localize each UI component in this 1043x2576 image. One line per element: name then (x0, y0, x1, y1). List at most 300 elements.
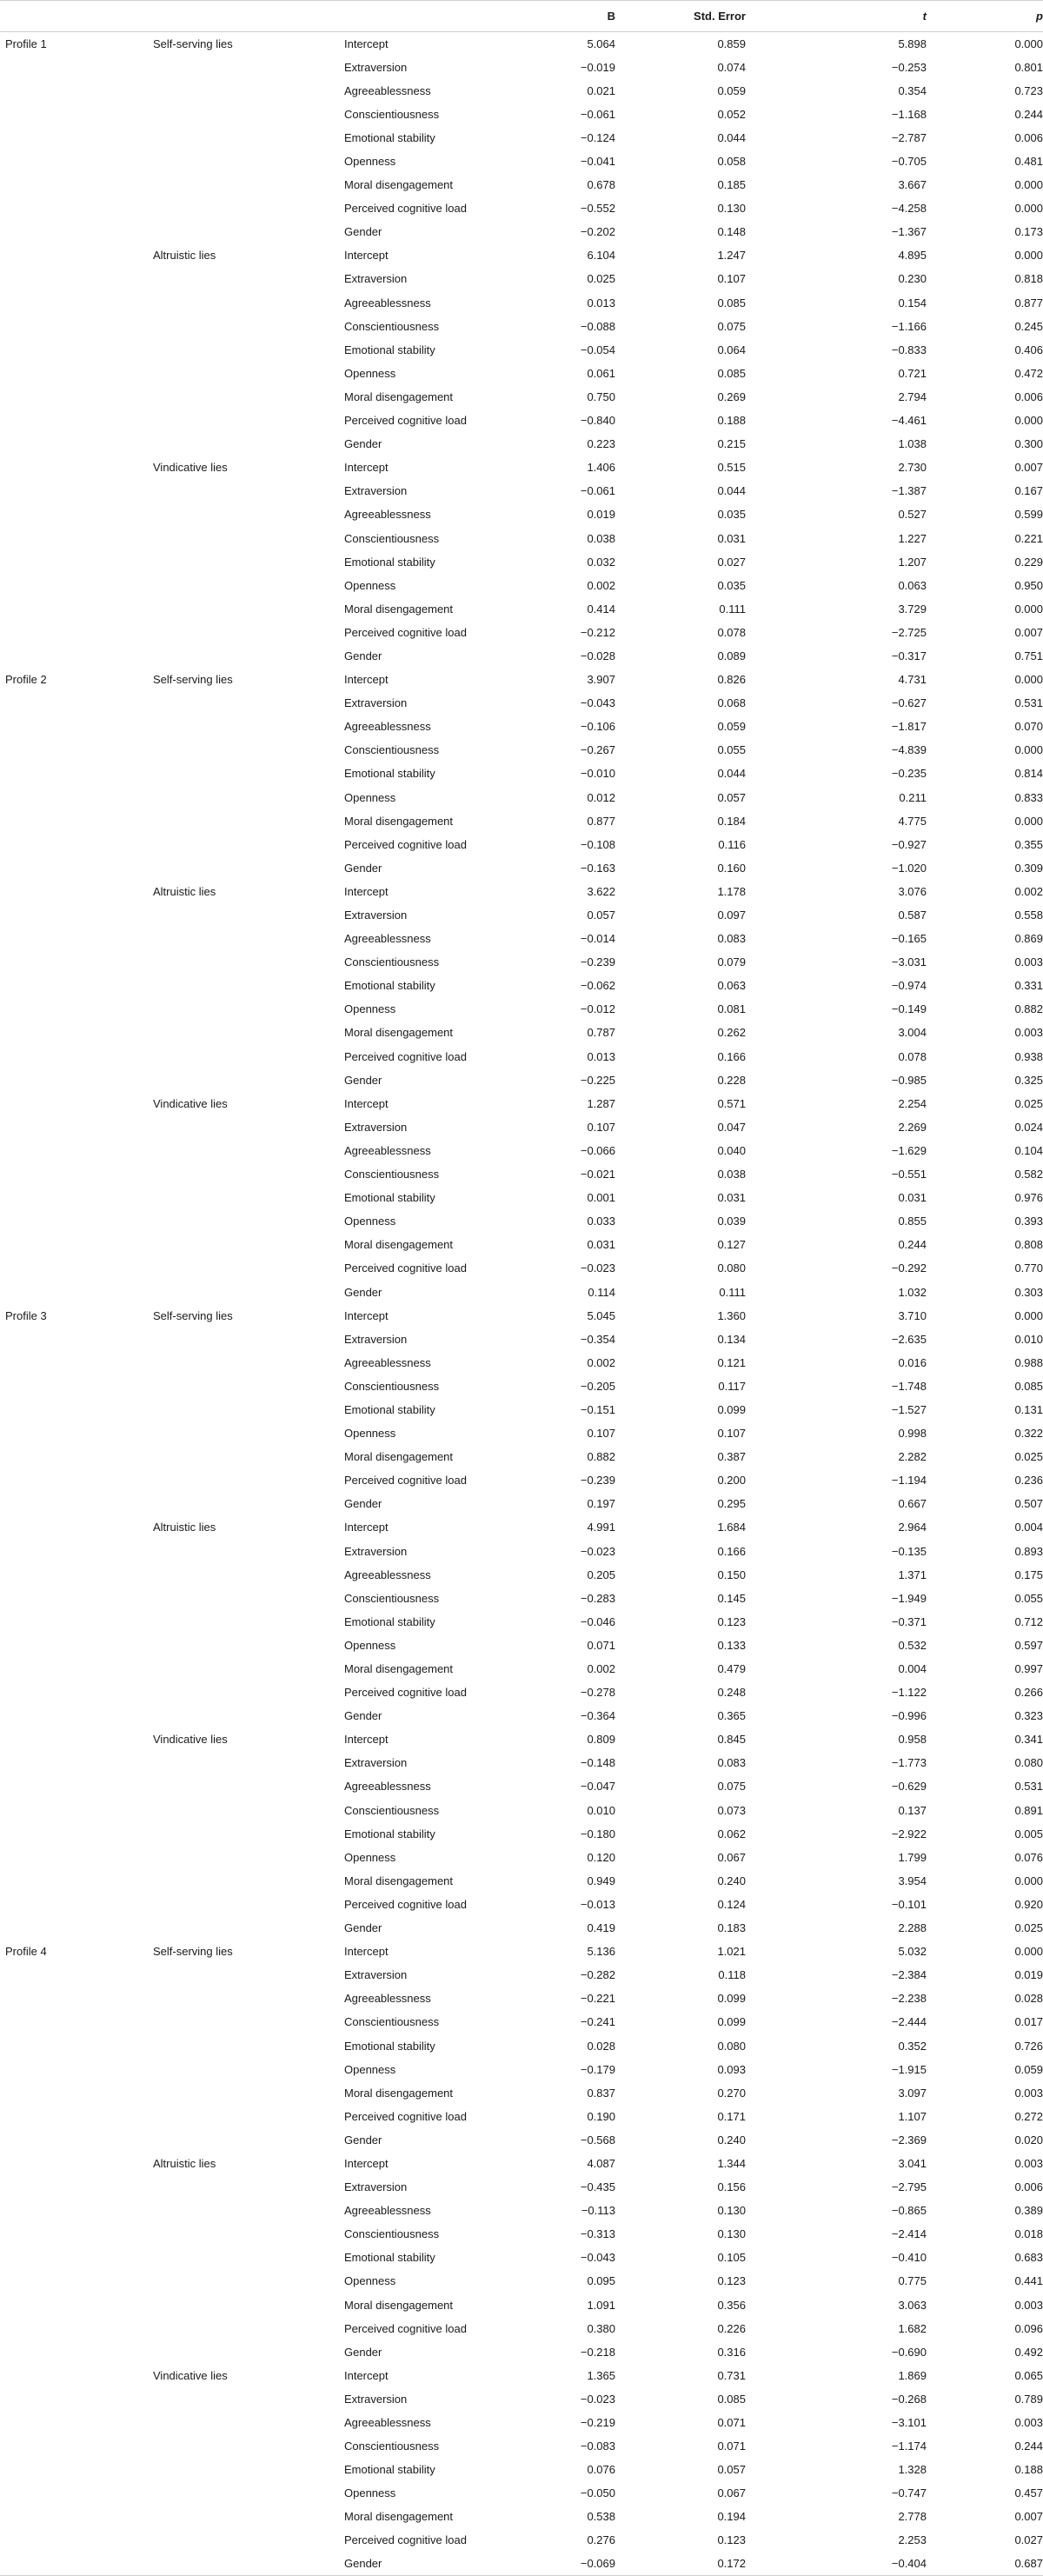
cell-lie-type (153, 432, 344, 456)
cell-profile (0, 173, 153, 196)
cell-t: 1.207 (898, 555, 927, 569)
cell-predictor: Conscientiousness (344, 2440, 440, 2453)
cell-std-error: 0.130 (717, 2204, 746, 2218)
cell-b: −0.180 (580, 1827, 615, 1840)
table-row (0, 126, 1043, 150)
cell-profile (0, 997, 153, 1021)
cell-profile (0, 1375, 153, 1398)
cell-profile (0, 2317, 153, 2340)
cell-profile (0, 1021, 153, 1044)
cell-lie-type (153, 927, 344, 950)
cell-b: −0.239 (580, 1474, 615, 1488)
cell-p: 0.877 (1014, 296, 1043, 310)
cell-std-error: 0.515 (717, 461, 746, 475)
cell-b: −0.239 (580, 955, 615, 969)
cell-t: −1.748 (891, 1379, 927, 1393)
table-row (0, 338, 1043, 362)
cell-b: 5.064 (587, 37, 615, 50)
cell-predictor: Emotional stability (344, 130, 435, 144)
cell-b: 0.114 (588, 1285, 615, 1299)
cell-predictor: Intercept (344, 1096, 389, 1110)
cell-lie-type: Self-serving lies (153, 1945, 233, 1959)
cell-p: 0.236 (1014, 1474, 1043, 1488)
cell-profile (0, 550, 153, 574)
cell-p: 0.893 (1014, 1544, 1043, 1558)
cell-b: 5.136 (587, 1945, 615, 1959)
cell-b: −0.014 (580, 932, 615, 946)
cell-std-error: 0.226 (717, 2321, 746, 2335)
cell-t: −1.915 (891, 2062, 927, 2076)
cell-std-error: 0.731 (717, 2368, 746, 2382)
table-row (0, 1186, 1043, 1209)
cell-std-error: 0.044 (717, 484, 746, 498)
cell-profile (0, 691, 153, 715)
cell-p: 0.000 (1014, 202, 1043, 216)
cell-b: 0.380 (587, 2321, 615, 2335)
cell-profile (0, 574, 153, 597)
cell-t: 3.729 (898, 602, 927, 616)
cell-profile (0, 1774, 153, 1798)
table-row (0, 1492, 1043, 1515)
cell-lie-type (153, 621, 344, 644)
cell-lie-type (153, 2199, 344, 2222)
cell-profile (0, 2553, 153, 2576)
cell-predictor: Perceived cognitive load (344, 414, 467, 428)
cell-std-error: 0.240 (717, 2133, 746, 2147)
table-body (0, 32, 1043, 2576)
cell-profile (0, 103, 153, 126)
cell-predictor: Intercept (344, 673, 389, 687)
cell-profile (0, 362, 153, 385)
cell-t: −0.371 (891, 1614, 927, 1628)
table-row (0, 1115, 1043, 1139)
cell-profile (0, 2199, 153, 2222)
cell-std-error: 0.166 (717, 1049, 746, 1063)
cell-b: −0.069 (518, 2553, 615, 2576)
cell-p: 0.221 (1014, 531, 1043, 545)
cell-t: 2.730 (898, 461, 927, 475)
cell-profile (0, 1563, 153, 1587)
cell-t: −0.165 (891, 932, 927, 946)
cell-t: −3.101 (891, 2416, 927, 2430)
cell-profile (0, 856, 153, 880)
cell-predictor: Perceived cognitive load (344, 1686, 467, 1700)
cell-p: 0.025 (1014, 1450, 1043, 1464)
cell-b: −0.151 (580, 1402, 615, 1416)
table-header (0, 1, 1043, 32)
table-row (0, 32, 1043, 56)
cell-t: 1.682 (898, 2321, 927, 2335)
cell-p: 0.017 (1014, 2015, 1043, 2029)
cell-profile (0, 1233, 153, 1256)
cell-std-error: 0.200 (717, 1474, 746, 1488)
cell-b: 0.107 (587, 1120, 615, 1134)
table-row (0, 2317, 1043, 2340)
cell-profile (0, 479, 153, 503)
cell-std-error: 0.067 (717, 2486, 746, 2500)
cell-b: 0.031 (587, 1238, 615, 1252)
cell-profile (0, 456, 153, 479)
cell-std-error: 0.316 (717, 2345, 746, 2359)
table-row (0, 715, 1043, 738)
cell-t: 1.371 (898, 1568, 927, 1581)
table-row (0, 644, 1043, 668)
cell-b: 0.190 (587, 2109, 615, 2123)
cell-p: 0.000 (1014, 414, 1043, 428)
cell-profile (0, 880, 153, 903)
cell-predictor: Perceived cognitive load (344, 1049, 467, 1063)
table-row (0, 2434, 1043, 2458)
cell-profile (0, 2010, 153, 2034)
cell-t: −4.461 (891, 414, 927, 428)
cell-lie-type: Vindicative lies (153, 2368, 228, 2382)
cell-t: −1.527 (891, 1402, 927, 1416)
cell-b: −0.212 (580, 625, 615, 639)
cell-std-error: 0.027 (717, 555, 746, 569)
cell-b: 0.002 (587, 578, 615, 592)
table-row (0, 621, 1043, 644)
cell-lie-type (153, 950, 344, 974)
table-row (0, 79, 1043, 103)
cell-lie-type (153, 1963, 344, 1987)
cell-predictor: Agreeablessness (344, 1355, 431, 1369)
cell-b: −0.435 (580, 2180, 615, 2194)
cell-lie-type (153, 173, 344, 196)
cell-b: 0.002 (587, 1662, 615, 1676)
cell-p: 0.000 (1014, 1874, 1043, 1887)
cell-b: 0.787 (587, 1026, 615, 1040)
cell-t: 0.998 (898, 1427, 927, 1441)
cell-b: −0.218 (580, 2345, 615, 2359)
cell-t: 0.078 (898, 1049, 927, 1063)
table-row (0, 2199, 1043, 2222)
cell-b: −0.066 (580, 1143, 615, 1157)
cell-predictor: Emotional stability (344, 1191, 435, 1205)
cell-std-error: 0.062 (717, 1827, 746, 1840)
cell-b: 0.061 (587, 366, 615, 380)
cell-p: 0.175 (1014, 1568, 1043, 1581)
cell-std-error: 0.124 (717, 1897, 746, 1911)
cell-p: 0.309 (1014, 861, 1043, 875)
cell-predictor: Gender (344, 437, 382, 451)
cell-b: −0.083 (580, 2440, 615, 2453)
cell-t: −0.292 (891, 1261, 927, 1275)
cell-profile (0, 2222, 153, 2246)
cell-std-error: 0.040 (717, 1143, 746, 1157)
cell-t: −0.627 (891, 696, 927, 710)
cell-std-error: 0.183 (717, 1921, 746, 1935)
cell-std-error: 0.194 (717, 2510, 746, 2524)
cell-b: −0.267 (580, 743, 615, 757)
cell-profile (0, 2481, 153, 2505)
cell-t: −0.101 (891, 1897, 927, 1911)
cell-profile (0, 2034, 153, 2057)
cell-lie-type (153, 1893, 344, 1916)
cell-b: 0.414 (587, 602, 615, 616)
table-row (0, 1445, 1043, 1468)
cell-std-error: 0.145 (717, 1591, 746, 1605)
cell-std-error: 0.387 (717, 1450, 746, 1464)
cell-p: 0.472 (1014, 366, 1043, 380)
cell-b: 3.622 (587, 884, 615, 898)
cell-p: 0.004 (1014, 1521, 1043, 1534)
cell-profile (0, 762, 153, 785)
cell-std-error: 0.081 (717, 1002, 746, 1016)
cell-t: 0.004 (898, 1662, 927, 1676)
cell-lie-type (153, 2222, 344, 2246)
cell-t: 0.031 (898, 1191, 927, 1205)
cell-std-error: 0.068 (717, 696, 746, 710)
cell-profile (0, 79, 153, 103)
cell-predictor: Moral disengagement (344, 389, 454, 403)
cell-predictor: Conscientiousness (344, 743, 440, 757)
header-predictor (344, 1, 518, 32)
cell-p: 0.000 (1014, 37, 1043, 50)
cell-std-error: 0.099 (717, 1992, 746, 2006)
table-row (0, 1375, 1043, 1398)
cell-t: 0.016 (898, 1355, 927, 1369)
cell-std-error: 0.085 (717, 2392, 746, 2406)
cell-lie-type (153, 1987, 344, 2010)
table-row (0, 2505, 1043, 2528)
cell-predictor: Conscientiousness (344, 2015, 440, 2029)
cell-b: −0.241 (580, 2015, 615, 2029)
cell-predictor: Extraversion (344, 909, 408, 922)
cell-lie-type (153, 856, 344, 880)
cell-lie-type (153, 809, 344, 833)
cell-lie-type (153, 2269, 344, 2293)
cell-lie-type (153, 2458, 344, 2481)
cell-lie-type (153, 291, 344, 315)
header-std-error: Std. Error (615, 1, 746, 32)
cell-lie-type (153, 974, 344, 997)
cell-profile (0, 1634, 153, 1657)
cell-predictor: Emotional stability (344, 1402, 435, 1416)
table-row (0, 1421, 1043, 1445)
cell-lie-type (153, 1328, 344, 1351)
cell-predictor: Moral disengagement (344, 602, 454, 616)
cell-p: 0.007 (1014, 461, 1043, 475)
table-row (0, 267, 1043, 290)
cell-std-error: 0.188 (717, 414, 746, 428)
cell-t: 2.269 (898, 1120, 927, 1134)
cell-p: 0.080 (1014, 1756, 1043, 1770)
table-row (0, 574, 1043, 597)
cell-lie-type: Vindicative lies (153, 461, 228, 475)
table-row (0, 786, 1043, 809)
cell-profile (0, 1045, 153, 1068)
table-row (0, 362, 1043, 385)
table-row (0, 2246, 1043, 2269)
cell-b: −0.046 (580, 1614, 615, 1628)
cell-lie-type: Altruistic lies (153, 249, 216, 263)
cell-profile (0, 150, 153, 173)
cell-p: 0.814 (1014, 767, 1043, 781)
cell-profile: Profile 2 (5, 673, 47, 687)
cell-predictor: Perceived cognitive load (344, 2321, 467, 2335)
cell-profile (0, 833, 153, 856)
table-row (0, 1822, 1043, 1846)
cell-t: 2.964 (898, 1521, 927, 1534)
cell-t: −2.635 (891, 1332, 927, 1346)
cell-b: 0.197 (587, 1497, 615, 1511)
cell-b: 1.365 (587, 2368, 615, 2382)
cell-t: −4.258 (891, 202, 927, 216)
cell-std-error: 0.111 (719, 602, 746, 616)
cell-predictor: Extraversion (344, 2180, 408, 2194)
cell-std-error: 0.118 (718, 1968, 746, 1982)
cell-p: 0.003 (1014, 2156, 1043, 2170)
cell-t: −3.031 (891, 955, 927, 969)
cell-b: −0.047 (580, 1780, 615, 1794)
cell-b: 0.071 (587, 1638, 615, 1652)
cell-predictor: Openness (344, 790, 396, 804)
cell-std-error: 0.093 (717, 2062, 746, 2076)
table-row (0, 1751, 1043, 1774)
cell-std-error: 0.184 (717, 814, 746, 828)
cell-b: 0.057 (587, 909, 615, 922)
cell-profile (0, 2505, 153, 2528)
table-row (0, 1940, 1043, 1963)
table-row (0, 1774, 1043, 1798)
cell-lie-type (153, 1540, 344, 1563)
cell-b: −0.221 (580, 1992, 615, 2006)
table-row (0, 1233, 1043, 1256)
table-row (0, 2387, 1043, 2411)
cell-predictor: Perceived cognitive load (344, 2533, 467, 2547)
cell-std-error: 0.130 (717, 2227, 746, 2241)
table-row (0, 1256, 1043, 1280)
cell-t: −2.238 (891, 1992, 927, 2006)
cell-t: −0.404 (746, 2553, 927, 2576)
cell-p: 0.104 (1014, 1143, 1043, 1157)
table-row (0, 1963, 1043, 1987)
cell-lie-type (153, 2434, 344, 2458)
cell-b: −0.041 (580, 155, 615, 169)
cell-profile (0, 1139, 153, 1162)
cell-predictor: Gender (344, 1497, 382, 1511)
cell-predictor: Perceived cognitive load (344, 1261, 467, 1275)
cell-lie-type (153, 2553, 344, 2576)
cell-t: −1.174 (891, 2440, 927, 2453)
cell-std-error: 0.172 (615, 2553, 746, 2576)
cell-p: 0.751 (1014, 649, 1043, 662)
cell-b: −0.050 (580, 2486, 615, 2500)
cell-t: 2.778 (898, 2510, 927, 2524)
cell-lie-type (153, 56, 344, 79)
header-p: p (927, 1, 1043, 32)
cell-lie-type (153, 315, 344, 338)
cell-p: 0.000 (1014, 743, 1043, 757)
cell-lie-type (153, 126, 344, 150)
cell-profile (0, 1186, 153, 1209)
cell-predictor: Agreeablessness (344, 1568, 431, 1581)
cell-profile (0, 950, 153, 974)
cell-profile (0, 1846, 153, 1869)
cell-t: 0.667 (898, 1497, 927, 1511)
cell-std-error: 0.099 (717, 2015, 746, 2029)
cell-lie-type (153, 385, 344, 409)
cell-predictor: Gender (344, 1285, 382, 1299)
cell-std-error: 0.166 (717, 1544, 746, 1558)
cell-p: 0.007 (1014, 2510, 1043, 2524)
cell-std-error: 1.344 (717, 2156, 746, 2170)
table-row (0, 833, 1043, 856)
cell-t: −0.927 (891, 837, 927, 851)
cell-lie-type (153, 526, 344, 549)
cell-p: 0.003 (1014, 955, 1043, 969)
table-row (0, 880, 1043, 903)
cell-predictor: Emotional stability (344, 2039, 435, 2053)
cell-predictor: Openness (344, 1215, 396, 1228)
cell-p: 0.065 (1014, 2368, 1043, 2382)
cell-profile (0, 1351, 153, 1375)
cell-lie-type (153, 1587, 344, 1610)
cell-predictor: Extraversion (344, 1756, 408, 1770)
cell-p: 0.059 (1014, 2062, 1043, 2076)
cell-predictor: Perceived cognitive load (344, 2109, 467, 2123)
cell-b: −0.043 (580, 696, 615, 710)
cell-std-error: 1.360 (717, 1308, 746, 1322)
cell-p: 0.006 (1014, 389, 1043, 403)
cell-p: 0.018 (1014, 2227, 1043, 2241)
cell-p: 0.000 (1014, 178, 1043, 192)
table-row (0, 550, 1043, 574)
cell-t: 2.254 (898, 1096, 927, 1110)
cell-lie-type (153, 1068, 344, 1092)
cell-std-error: 0.074 (717, 60, 746, 74)
cell-lie-type (153, 1846, 344, 1869)
cell-predictor: Agreeablessness (344, 508, 431, 522)
table-row (0, 385, 1043, 409)
cell-predictor: Gender (344, 2553, 518, 2576)
table-row (0, 738, 1043, 762)
cell-predictor: Perceived cognitive load (344, 1897, 467, 1911)
cell-b: 0.205 (587, 1568, 615, 1581)
cell-profile (0, 1987, 153, 2010)
cell-lie-type: Altruistic lies (153, 2156, 216, 2170)
cell-t: 1.869 (898, 2368, 927, 2382)
cell-predictor: Gender (344, 2345, 382, 2359)
cell-std-error: 0.107 (717, 1427, 746, 1441)
cell-predictor: Conscientiousness (344, 107, 440, 121)
cell-p: 0.300 (1014, 437, 1043, 451)
cell-b: 0.120 (587, 1850, 615, 1864)
cell-p: 0.245 (1014, 319, 1043, 333)
cell-profile (0, 715, 153, 738)
cell-p: 0.950 (1014, 578, 1043, 592)
cell-p: 0.597 (1014, 1638, 1043, 1652)
cell-t: 1.038 (898, 437, 927, 451)
cell-b: 0.038 (587, 531, 615, 545)
cell-profile (0, 2434, 153, 2458)
cell-lie-type (153, 2317, 344, 2340)
cell-lie-type (153, 196, 344, 220)
cell-std-error: 0.269 (717, 389, 746, 403)
table-row (0, 1657, 1043, 1681)
cell-std-error: 0.044 (717, 130, 746, 144)
cell-b: 0.678 (587, 178, 615, 192)
cell-std-error: 0.826 (717, 673, 746, 687)
cell-std-error: 0.057 (717, 790, 746, 804)
table-row (0, 1540, 1043, 1563)
cell-p: 0.558 (1014, 909, 1043, 922)
cell-lie-type (153, 103, 344, 126)
cell-predictor: Agreeablessness (344, 296, 431, 310)
cell-predictor: Intercept (344, 2368, 389, 2382)
cell-b: 0.019 (587, 508, 615, 522)
cell-t: −2.369 (891, 2133, 927, 2147)
